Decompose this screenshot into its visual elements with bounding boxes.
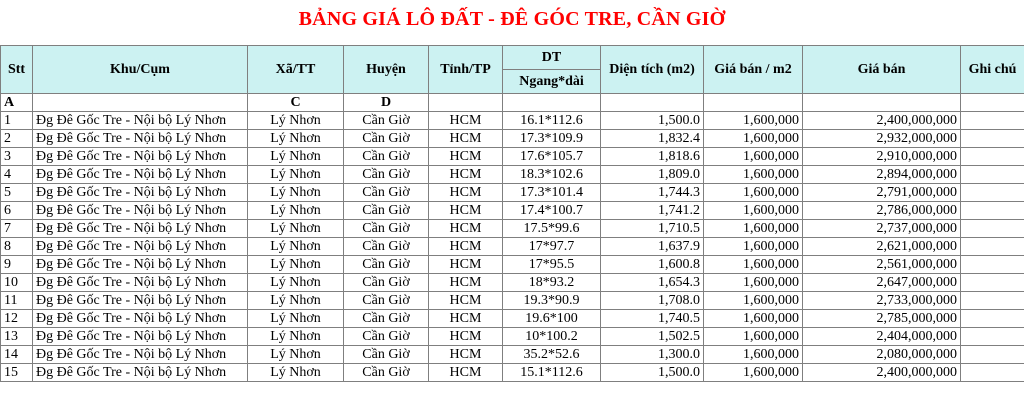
row-ghi-chu	[961, 202, 1024, 220]
row-huyen: Cần Giờ	[344, 346, 429, 364]
row-xa-tt: Lý Nhơn	[248, 292, 344, 310]
row-gia-ban: 2,786,000,000	[803, 202, 961, 220]
header-gia-ban: Giá bán	[803, 46, 961, 94]
letter-a: A	[1, 94, 33, 112]
row-dien-tich: 1,710.5	[601, 220, 704, 238]
row-stt: 7	[1, 220, 33, 238]
table-row	[1, 202, 1024, 220]
header-xa-tt: Xã/TT	[248, 46, 344, 94]
row-dien-tich: 1,809.0	[601, 166, 704, 184]
row-stt: 10	[1, 274, 33, 292]
row-xa-tt: Lý Nhơn	[248, 130, 344, 148]
row-xa-tt: Lý Nhơn	[248, 220, 344, 238]
table-row	[1, 184, 1024, 202]
row-xa-tt: Lý Nhơn	[248, 166, 344, 184]
row-dien-tich: 1,740.5	[601, 310, 704, 328]
row-ngang-dai: 15.1*112.6	[503, 364, 601, 382]
table-row	[1, 148, 1024, 166]
row-ghi-chu	[961, 256, 1024, 274]
row-xa-tt: Lý Nhơn	[248, 184, 344, 202]
row-ghi-chu	[961, 166, 1024, 184]
table-row	[1, 256, 1024, 274]
row-dien-tich: 1,300.0	[601, 346, 704, 364]
row-huyen: Cần Giờ	[344, 364, 429, 382]
row-gia-ban: 2,621,000,000	[803, 238, 961, 256]
row-ghi-chu	[961, 184, 1024, 202]
row-ngang-dai: 17*97.7	[503, 238, 601, 256]
row-gia-ban: 2,400,000,000	[803, 112, 961, 130]
row-huyen: Cần Giờ	[344, 112, 429, 130]
row-ngang-dai: 17.4*100.7	[503, 202, 601, 220]
header-ngang-dai: Ngang*dài	[503, 70, 601, 94]
row-stt: 15	[1, 364, 33, 382]
row-huyen: Cần Giờ	[344, 148, 429, 166]
row-tinh-tp: HCM	[429, 274, 503, 292]
row-dien-tich: 1,741.2	[601, 202, 704, 220]
table-row	[1, 310, 1024, 328]
row-khu-cum: Đg Đê Gốc Tre - Nội bộ Lý Nhơn	[33, 220, 248, 238]
header-dien-tich: Diện tích (m2)	[601, 46, 704, 94]
row-huyen: Cần Giờ	[344, 256, 429, 274]
row-ghi-chu	[961, 238, 1024, 256]
row-ghi-chu	[961, 274, 1024, 292]
letter-row	[1, 94, 1024, 112]
row-ngang-dai: 17.3*109.9	[503, 130, 601, 148]
row-khu-cum: Đg Đê Gốc Tre - Nội bộ Lý Nhơn	[33, 202, 248, 220]
row-tinh-tp: HCM	[429, 364, 503, 382]
row-tinh-tp: HCM	[429, 148, 503, 166]
header-gia-m2: Giá bán / m2	[704, 46, 803, 94]
header-dt: DT	[503, 46, 601, 70]
row-ghi-chu	[961, 364, 1024, 382]
row-gia-m2: 1,600,000	[704, 202, 803, 220]
row-khu-cum: Đg Đê Gốc Tre - Nội bộ Lý Nhơn	[33, 238, 248, 256]
row-tinh-tp: HCM	[429, 130, 503, 148]
row-dien-tich: 1,502.5	[601, 328, 704, 346]
row-gia-ban: 2,791,000,000	[803, 184, 961, 202]
row-ghi-chu	[961, 112, 1024, 130]
table-row	[1, 346, 1024, 364]
row-ngang-dai: 17.6*105.7	[503, 148, 601, 166]
table-row	[1, 274, 1024, 292]
row-stt: 3	[1, 148, 33, 166]
row-gia-m2: 1,600,000	[704, 112, 803, 130]
row-ghi-chu	[961, 130, 1024, 148]
row-gia-ban: 2,932,000,000	[803, 130, 961, 148]
row-khu-cum: Đg Đê Gốc Tre - Nội bộ Lý Nhơn	[33, 130, 248, 148]
page-title: BẢNG GIÁ LÔ ĐẤT - ĐÊ GÓC TRE, CẦN GIỜ	[298, 8, 726, 30]
header-khu-cum: Khu/Cụm	[33, 46, 248, 94]
row-tinh-tp: HCM	[429, 256, 503, 274]
row-huyen: Cần Giờ	[344, 292, 429, 310]
row-tinh-tp: HCM	[429, 184, 503, 202]
table-row	[1, 220, 1024, 238]
price-table	[0, 45, 1024, 382]
row-gia-m2: 1,600,000	[704, 220, 803, 238]
row-stt: 12	[1, 310, 33, 328]
row-gia-m2: 1,600,000	[704, 346, 803, 364]
table-row	[1, 292, 1024, 310]
row-khu-cum: Đg Đê Gốc Tre - Nội bộ Lý Nhơn	[33, 148, 248, 166]
row-huyen: Cần Giờ	[344, 166, 429, 184]
row-khu-cum: Đg Đê Gốc Tre - Nội bộ Lý Nhơn	[33, 166, 248, 184]
row-xa-tt: Lý Nhơn	[248, 346, 344, 364]
row-stt: 1	[1, 112, 33, 130]
row-gia-ban: 2,647,000,000	[803, 274, 961, 292]
row-tinh-tp: HCM	[429, 112, 503, 130]
row-gia-ban: 2,894,000,000	[803, 166, 961, 184]
header-stt: Stt	[1, 46, 33, 94]
row-ngang-dai: 10*100.2	[503, 328, 601, 346]
row-xa-tt: Lý Nhơn	[248, 364, 344, 382]
row-khu-cum: Đg Đê Gốc Tre - Nội bộ Lý Nhơn	[33, 328, 248, 346]
row-gia-m2: 1,600,000	[704, 148, 803, 166]
row-stt: 9	[1, 256, 33, 274]
row-stt: 5	[1, 184, 33, 202]
row-tinh-tp: HCM	[429, 166, 503, 184]
row-huyen: Cần Giờ	[344, 328, 429, 346]
row-gia-ban: 2,400,000,000	[803, 364, 961, 382]
row-khu-cum: Đg Đê Gốc Tre - Nội bộ Lý Nhơn	[33, 310, 248, 328]
row-ghi-chu	[961, 310, 1024, 328]
row-gia-m2: 1,600,000	[704, 364, 803, 382]
row-gia-ban: 2,561,000,000	[803, 256, 961, 274]
table-row	[1, 328, 1024, 346]
row-huyen: Cần Giờ	[344, 274, 429, 292]
row-tinh-tp: HCM	[429, 328, 503, 346]
header-huyen: Huyện	[344, 46, 429, 94]
letter-d: D	[344, 94, 429, 112]
table-row	[1, 112, 1024, 130]
row-tinh-tp: HCM	[429, 310, 503, 328]
row-ghi-chu	[961, 346, 1024, 364]
row-huyen: Cần Giờ	[344, 220, 429, 238]
row-ngang-dai: 18.3*102.6	[503, 166, 601, 184]
row-gia-ban: 2,785,000,000	[803, 310, 961, 328]
row-gia-ban: 2,737,000,000	[803, 220, 961, 238]
row-gia-m2: 1,600,000	[704, 166, 803, 184]
row-khu-cum: Đg Đê Gốc Tre - Nội bộ Lý Nhơn	[33, 184, 248, 202]
table-row	[1, 166, 1024, 184]
row-xa-tt: Lý Nhơn	[248, 202, 344, 220]
row-ngang-dai: 17*95.5	[503, 256, 601, 274]
row-gia-ban: 2,733,000,000	[803, 292, 961, 310]
row-ngang-dai: 16.1*112.6	[503, 112, 601, 130]
row-stt: 13	[1, 328, 33, 346]
row-stt: 8	[1, 238, 33, 256]
table-row	[1, 364, 1024, 382]
row-xa-tt: Lý Nhơn	[248, 112, 344, 130]
row-gia-m2: 1,600,000	[704, 274, 803, 292]
row-tinh-tp: HCM	[429, 202, 503, 220]
row-gia-m2: 1,600,000	[704, 328, 803, 346]
row-stt: 2	[1, 130, 33, 148]
row-xa-tt: Lý Nhơn	[248, 238, 344, 256]
table-row	[1, 130, 1024, 148]
row-khu-cum: Đg Đê Gốc Tre - Nội bộ Lý Nhơn	[33, 256, 248, 274]
row-gia-ban: 2,404,000,000	[803, 328, 961, 346]
row-dien-tich: 1,637.9	[601, 238, 704, 256]
row-dien-tich: 1,600.8	[601, 256, 704, 274]
row-gia-m2: 1,600,000	[704, 292, 803, 310]
row-gia-m2: 1,600,000	[704, 256, 803, 274]
row-gia-ban: 2,080,000,000	[803, 346, 961, 364]
row-ghi-chu	[961, 328, 1024, 346]
row-ngang-dai: 19.3*90.9	[503, 292, 601, 310]
row-xa-tt: Lý Nhơn	[248, 328, 344, 346]
row-khu-cum: Đg Đê Gốc Tre - Nội bộ Lý Nhơn	[33, 292, 248, 310]
row-ngang-dai: 19.6*100	[503, 310, 601, 328]
row-ngang-dai: 17.3*101.4	[503, 184, 601, 202]
row-xa-tt: Lý Nhơn	[248, 310, 344, 328]
row-tinh-tp: HCM	[429, 346, 503, 364]
row-ngang-dai: 35.2*52.6	[503, 346, 601, 364]
row-xa-tt: Lý Nhơn	[248, 148, 344, 166]
row-huyen: Cần Giờ	[344, 238, 429, 256]
row-dien-tich: 1,500.0	[601, 364, 704, 382]
row-ghi-chu	[961, 220, 1024, 238]
header-tinh-tp: Tỉnh/TP	[429, 46, 503, 94]
row-stt: 14	[1, 346, 33, 364]
row-xa-tt: Lý Nhơn	[248, 274, 344, 292]
row-huyen: Cần Giờ	[344, 202, 429, 220]
row-dien-tich: 1,708.0	[601, 292, 704, 310]
letter-c: C	[248, 94, 344, 112]
row-dien-tich: 1,500.0	[601, 112, 704, 130]
row-khu-cum: Đg Đê Gốc Tre - Nội bộ Lý Nhơn	[33, 364, 248, 382]
row-huyen: Cần Giờ	[344, 130, 429, 148]
row-tinh-tp: HCM	[429, 220, 503, 238]
row-dien-tich: 1,654.3	[601, 274, 704, 292]
row-huyen: Cần Giờ	[344, 310, 429, 328]
row-stt: 6	[1, 202, 33, 220]
row-huyen: Cần Giờ	[344, 184, 429, 202]
row-gia-ban: 2,910,000,000	[803, 148, 961, 166]
row-ghi-chu	[961, 292, 1024, 310]
row-gia-m2: 1,600,000	[704, 130, 803, 148]
row-dien-tich: 1,832.4	[601, 130, 704, 148]
row-tinh-tp: HCM	[429, 292, 503, 310]
table-row	[1, 238, 1024, 256]
row-dien-tich: 1,818.6	[601, 148, 704, 166]
header-ghi-chu: Ghi chú	[961, 46, 1024, 94]
row-gia-m2: 1,600,000	[704, 184, 803, 202]
row-dien-tich: 1,744.3	[601, 184, 704, 202]
row-khu-cum: Đg Đê Gốc Tre - Nội bộ Lý Nhơn	[33, 346, 248, 364]
row-khu-cum: Đg Đê Gốc Tre - Nội bộ Lý Nhơn	[33, 112, 248, 130]
row-gia-m2: 1,600,000	[704, 310, 803, 328]
row-ghi-chu	[961, 148, 1024, 166]
row-stt: 11	[1, 292, 33, 310]
row-stt: 4	[1, 166, 33, 184]
row-ngang-dai: 18*93.2	[503, 274, 601, 292]
row-khu-cum: Đg Đê Gốc Tre - Nội bộ Lý Nhơn	[33, 274, 248, 292]
row-xa-tt: Lý Nhơn	[248, 256, 344, 274]
row-tinh-tp: HCM	[429, 238, 503, 256]
row-gia-m2: 1,600,000	[704, 238, 803, 256]
row-ngang-dai: 17.5*99.6	[503, 220, 601, 238]
